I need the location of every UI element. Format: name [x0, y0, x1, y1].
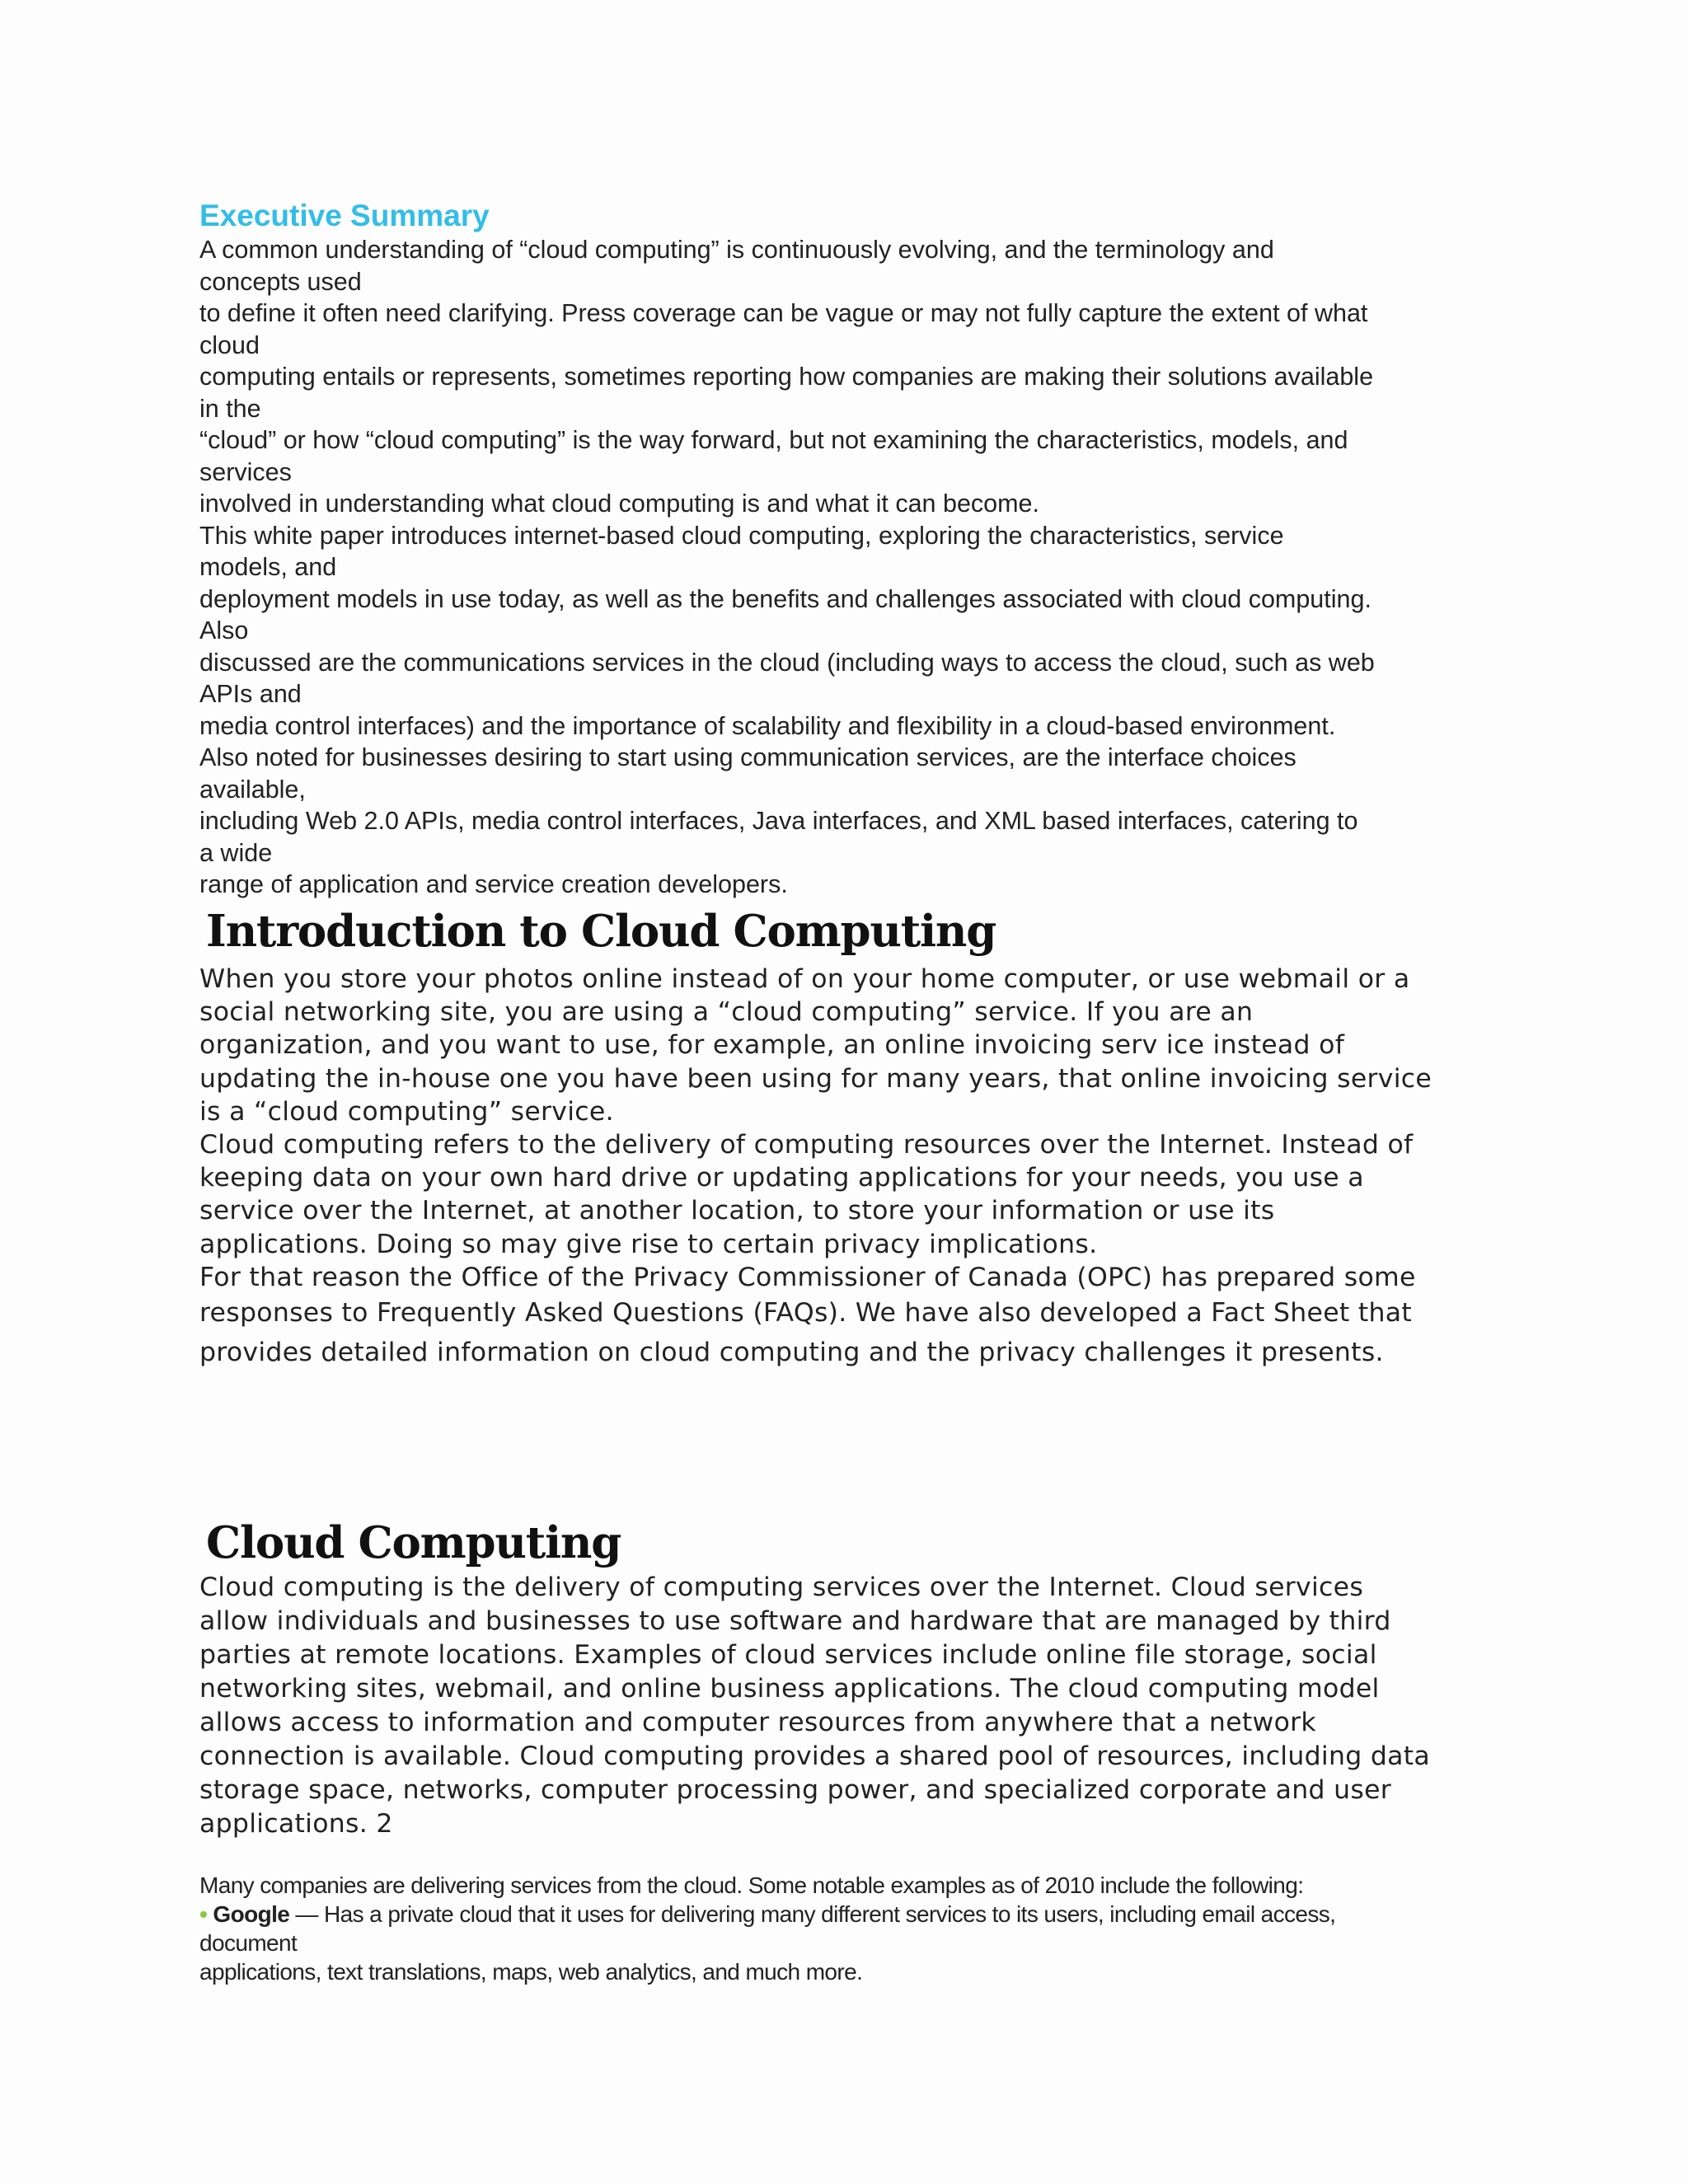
- text-line: service over the Internet, at another location, to store your information or use its: [199, 1196, 1275, 1226]
- text-line: When you store your photos online instead of on your home computer, or use webmail or a: [199, 964, 1410, 994]
- text-line: services: [199, 457, 292, 486]
- text-line: to define it often need clarifying. Press coverage can be vague or may not fully capture the extent of what: [199, 299, 1368, 327]
- text-line: deployment models in use today, as well as the benefits and challenges associated with cloud computing.: [199, 584, 1372, 613]
- text-line: media control interfaces) and the importance of scalability and flexibility in a cloud-based environment.: [199, 711, 1336, 740]
- text-line: Also noted for businesses desiring to start using communication services, are the interface choices: [199, 743, 1296, 771]
- text-line: available,: [199, 775, 306, 804]
- text-line: applications. Doing so may give rise to certain privacy implications.: [199, 1229, 1098, 1259]
- text-line: in the: [199, 394, 261, 423]
- text-line: involved in understanding what cloud computing is and what it can become.: [199, 490, 1039, 518]
- introduction-heading: Introduction to Cloud Computing: [206, 906, 996, 957]
- text-line: keeping data on your own hard drive or updating applications for your needs, you use a: [199, 1163, 1364, 1193]
- text-line: models, and: [199, 553, 337, 581]
- text-line: responses to Frequently Asked Questions (FAQs). We have also developed a Fact Sheet that: [199, 1298, 1412, 1329]
- text-line: APIs and: [199, 680, 302, 708]
- text-line: “cloud” or how “cloud computing” is the way forward, but not examining the characteristics, models, and: [199, 426, 1348, 454]
- text-line: networking sites, webmail, and online business applications. The cloud computing model: [199, 1674, 1380, 1704]
- text-line: Cloud computing is the delivery of computing services over the Internet. Cloud services: [199, 1572, 1364, 1602]
- text-line: A common understanding of “cloud computing” is continuously evolving, and the terminology and: [199, 236, 1274, 264]
- google-label: Google: [213, 1901, 290, 1927]
- examples-section: [199, 1871, 1335, 1986]
- bullet-icon: •: [199, 1901, 208, 1927]
- text-line: discussed are the communications services in the cloud (including ways to access the cloud, such as web: [199, 648, 1375, 677]
- text-line: cloud: [199, 330, 260, 359]
- cloud-computing-heading: Cloud Computing: [206, 1517, 621, 1568]
- text-line: This white paper introduces internet-based cloud computing, exploring the characteristics, service: [199, 521, 1284, 550]
- text-line: range of application and service creation developers.: [199, 870, 788, 898]
- examples-intro: Many companies are delivering services from the cloud. Some notable examples as of 2010 include the following:: [199, 1872, 1304, 1898]
- text-line: applications, text translations, maps, web analytics, and much more.: [199, 1959, 863, 1985]
- text-line: Also: [199, 616, 249, 644]
- introduction-body: [199, 963, 1432, 1372]
- text-line: a wide: [199, 838, 273, 867]
- cloud-computing-body: [199, 1571, 1430, 1841]
- text-line: provides detailed information on cloud computing and the privacy challenges it presents.: [199, 1337, 1384, 1367]
- text-line: concepts used: [199, 267, 362, 296]
- text-line: organization, and you want to use, for example, an online invoicing serv ice instead of: [199, 1030, 1345, 1061]
- text-line: parties at remote locations. Examples of cloud services include online file storage, social: [199, 1640, 1377, 1670]
- text-line: document: [199, 1930, 298, 1956]
- text-line: applications. 2: [199, 1809, 393, 1839]
- list-item-google: [199, 1900, 1335, 1929]
- text-line: including Web 2.0 APIs, media control interfaces, Java interfaces, and XML based interfaces, catering to: [199, 807, 1358, 835]
- text-line: For that reason the Office of the Privacy Commissioner of Canada (OPC) has prepared some: [199, 1262, 1416, 1292]
- google-text: — Has a private cloud that it uses for delivering many different services to its users, including email access,: [289, 1901, 1336, 1927]
- text-line: allows access to information and computer resources from anywhere that a network: [199, 1708, 1316, 1737]
- text-line: computing entails or represents, sometimes reporting how companies are making their solutions available: [199, 363, 1374, 391]
- text-line: Cloud computing refers to the delivery of computing resources over the Internet. Instead of: [199, 1130, 1414, 1160]
- text-line: storage space, networks, computer processing power, and specialized corporate and user: [199, 1775, 1392, 1805]
- text-line: connection is available. Cloud computing provides a shared pool of resources, including data: [199, 1741, 1430, 1771]
- text-line: allow individuals and businesses to use software and hardware that are managed by third: [199, 1606, 1391, 1636]
- text-line: social networking site, you are using a “cloud computing” service. If you are an: [199, 997, 1254, 1028]
- text-line: updating the in-house one you have been using for many years, that online invoicing service: [199, 1063, 1432, 1094]
- executive-summary-body: [199, 234, 1375, 901]
- text-line: is a “cloud computing” service.: [199, 1096, 614, 1127]
- executive-summary-heading: Executive Summary: [199, 199, 490, 232]
